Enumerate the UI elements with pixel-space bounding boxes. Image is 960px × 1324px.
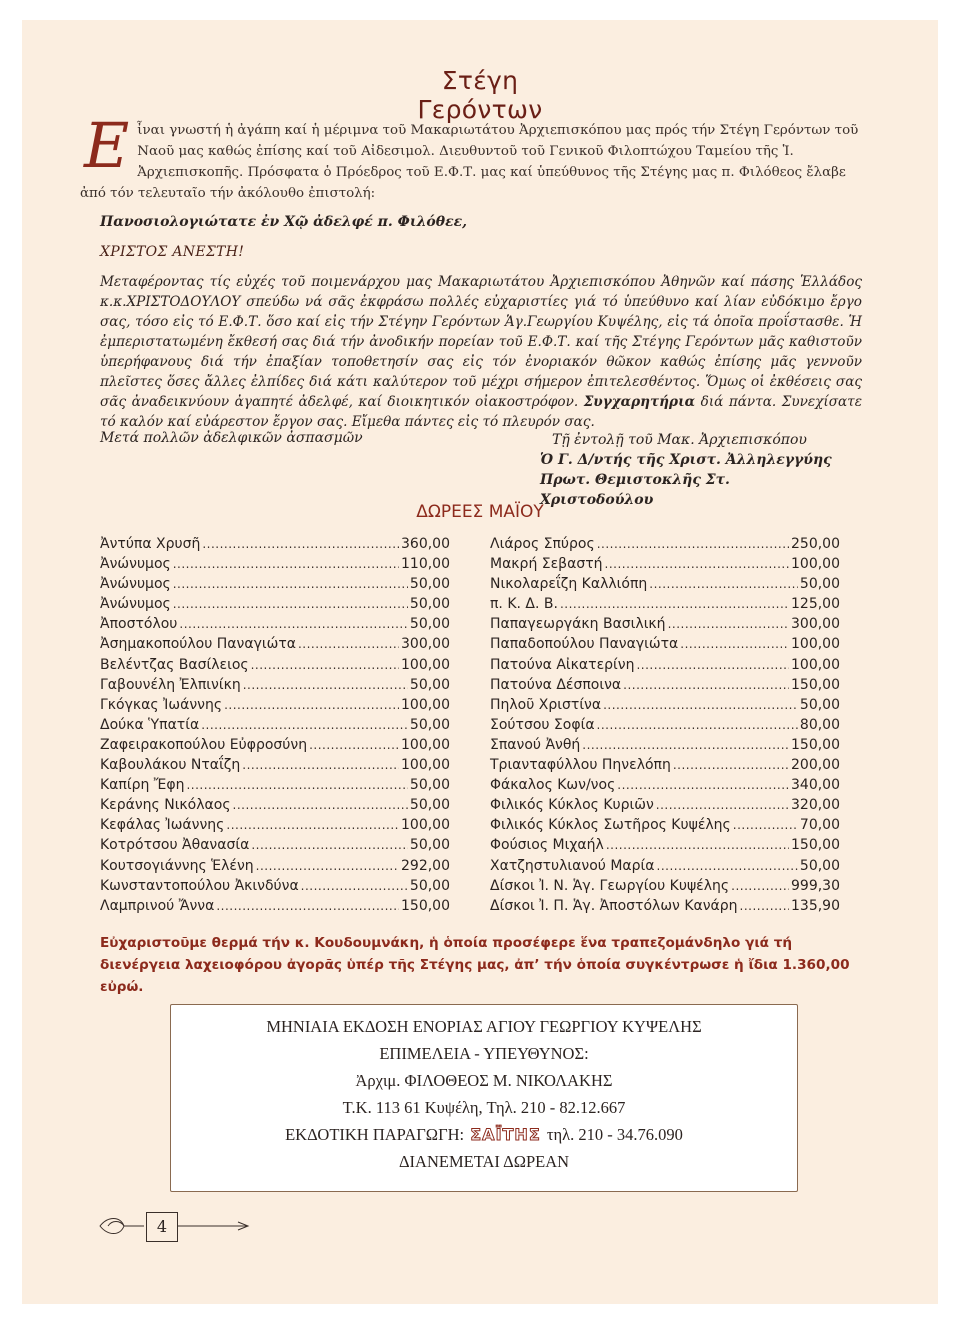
donation-row: [100, 797, 450, 817]
donation-row: [100, 536, 450, 556]
donation-row: [490, 898, 840, 918]
donation-amount: 70,00: [799, 817, 840, 834]
donation-amount: 80,00: [799, 716, 840, 733]
donation-amount: 135,90: [791, 897, 840, 914]
donation-amount: 50,00: [799, 576, 840, 593]
donation-row: [490, 596, 840, 616]
donation-row: [490, 757, 840, 777]
dot-leader: [224, 698, 399, 712]
donor-name: Κουτσογιάννης Ἑλένη: [100, 857, 254, 874]
letter-closing: Μετά πολλῶν ἀδελφικῶν ἀσπασμῶν: [100, 430, 363, 446]
donation-amount: 100,00: [791, 656, 840, 673]
donor-name: Βελέντζας Βασίλειος: [100, 656, 249, 673]
donation-amount: 200,00: [791, 757, 840, 774]
footer-line: ΕΠΙΜΕΛΕΙΑ - ΥΠΕΥΘΥΝΟΣ:: [379, 1044, 589, 1063]
donation-row: [490, 858, 840, 878]
letter-greeting: Πανοσιολογιώτατε ἐν Χῷ ἀδελφέ π. Φιλόθεε,: [100, 214, 467, 230]
donor-name: Γαβουνέλη Ἐλπινίκη: [100, 676, 241, 693]
donor-name: Χατζηστυλιανού Μαρία: [490, 857, 655, 874]
donation-amount: 150,00: [791, 837, 840, 854]
dot-leader: [636, 658, 789, 672]
donation-row: [490, 737, 840, 757]
donation-row: [490, 777, 840, 797]
donor-name: Δίσκοι Ἰ. Ν. Ἁγ. Γεωργίου Κυψέλης: [490, 877, 730, 894]
donation-row: [100, 817, 450, 837]
donor-name: Καβουλάκου Νταΐζη: [100, 757, 241, 774]
dot-leader: [606, 838, 789, 852]
donation-row: [100, 556, 450, 576]
donor-name: Νικολαρεΐζη Καλλιόπη: [490, 576, 648, 593]
drop-cap: Ε: [84, 109, 130, 182]
dot-leader: [309, 738, 399, 752]
donation-row: [100, 858, 450, 878]
letter-signature: [540, 430, 840, 510]
intro-text: ἶναι γνωστή ἡ ἀγάπη καί ἡ μέριμνα τοῦ Μακαριωτάτου Ἀρχιεπισκόπου μας πρός τήν Στέγη Γερόντων τοῦ Ναοῦ μας καθώς ἐπίσης καί τοῦ Αἰδεσιμολ. Διευθυντοῦ τοῦ Γενικοῦ Φιλοπτώχου Ταμείου τῆς Ἱ. Ἀρχιεπισκοπῆς. Πρόσφατα ὁ Πρόεδρος τοῦ Ε.Φ.Τ. μας καί ὑπεύθυνος τῆς Στέγης μας π. Φιλόθεος ἔλαβε ἀπό τόν τελευταῖο τήν ἀκόλουθο ἐπιστολή:: [80, 123, 859, 201]
donation-row: [490, 677, 840, 697]
donation-row: [100, 717, 450, 737]
donation-amount: 50,00: [409, 797, 450, 814]
donor-name: Πατούνα Αἰκατερίνη: [490, 656, 635, 673]
dot-leader: [216, 899, 399, 913]
dot-leader: [251, 658, 399, 672]
dot-leader: [301, 879, 408, 893]
dot-leader: [233, 798, 408, 812]
donation-amount: 999,30: [791, 877, 840, 894]
dot-leader: [226, 818, 399, 832]
letter-body: [100, 272, 862, 432]
donation-amount: 300,00: [791, 616, 840, 633]
donation-amount: 100,00: [401, 696, 450, 713]
footer-line: Ἀρχιμ. ΦΙΛΟΘΕΟΣ Μ. ΝΙΚΟΛΑΚΗΣ: [355, 1071, 613, 1090]
ornament-icon: [98, 1212, 258, 1242]
dot-leader: [173, 557, 399, 571]
donation-amount: 50,00: [409, 596, 450, 613]
dot-leader: [173, 597, 408, 611]
donation-amount: 50,00: [409, 716, 450, 733]
publisher-logo: ΣΑΪΤΗΣ: [470, 1125, 541, 1144]
dot-leader: [179, 617, 408, 631]
donations-left-column: [100, 536, 450, 918]
donation-row: [100, 898, 450, 918]
dot-leader: [673, 758, 789, 772]
donor-name: Παπαγεωργάκη Βασιλική: [490, 616, 666, 633]
footer-line: ΜΗΝΙΑΙΑ ΕΚΔΟΣΗ ΕΝΟΡΙΑΣ ΑΓΙΟΥ ΓΕΩΡΓΙΟΥ ΚΥΨΕΛΗΣ: [266, 1017, 702, 1036]
donor-name: Φούσιος Μιχαήλ: [490, 837, 604, 854]
dot-leader: [668, 617, 789, 631]
donation-row: [100, 697, 450, 717]
intro-paragraph: [80, 109, 860, 204]
publication-info-box: [170, 1004, 798, 1192]
dot-leader: [186, 778, 407, 792]
donor-name: Ἀσημακοπούλου Παναγιώτα: [100, 636, 296, 653]
donation-amount: 292,00: [401, 857, 450, 874]
signature-line: Τῇ ἐντολῇ τοῦ Μακ. Ἀρχιεπισκόπου: [552, 432, 807, 448]
donor-name: Δούκα Ὑπατία: [100, 716, 200, 733]
thanks-note: Εὐχαριστοῦμε θερμά τήν κ. Κουδουμνάκη, ἡ ὁποία προσέφερε ἕνα τραπεζομάνδηλο γιά τή διενέργεια λαχειοφόρου ἀγορᾶς ὑπέρ τῆς Στέγης μας, ἀπ’ τήν ὁποία συγκέντρωσε ἡ ἴδια 1.360,00 εὐρώ.: [100, 935, 850, 995]
donation-row: [100, 737, 450, 757]
letter-text-1: Μεταφέροντας τίς εὐχές τοῦ ποιμενάρχου μας Μακαριωτάτου Ἀρχιεπισκόπου Ἀθηνῶν καί πάσης Ἑλλάδος κ.κ.ΧΡΙΣΤΟΔΟΥΛΟΥ σπεύδω νά σᾶς ἐκφράσω πολλές εὐχαριστίες γιά τό ὑπεύθυνο καί λίαν εὐδόκιμο ἔργο σας, τόσο εἰς τό Ε.Φ.Τ. ὅσο καί εἰς τήν Στέγην Γερόντων Ἁγ.Γεωργίου Κυψέλης, εἰς τά ὁποῖα προΐστασθε. Ἡ ἐμπεριστατωμένη ἔκθεσή σας διά τήν ἀνοδικήν πορείαν τοῦ Ε.Φ.Τ. καί τῆς Στέγης Γερόντων μᾶς καθιστοῦν ὑπερήφανους διά τήν ἐπαξίαν τοποθετησίν σας εἰς τόν ἐνοριακόν θῶκον καθώς ἐπίσης μᾶς γεννοῦν πλεῖστες ὅσες ἄλλες ἐλπίδες διά κάτι καλύτερον τοῦ μέχρι σήμερον ἐπιτελεσθέντος. Ὅμως οἱ ἐκθέσεις σας σᾶς ἀναδεικνύουν ἀγαπητέ ἀδελφέ, καί διοικητικόν οἰακοστρόφον.: [100, 274, 862, 410]
letter-christos: ΧΡΙΣΤΟΣ ΑΝΕΣΤΗ!: [100, 244, 245, 260]
donations-heading: ΔΩΡΕΕΣ ΜΑΪΟΥ: [416, 502, 544, 522]
donation-amount: 150,00: [401, 897, 450, 914]
dot-leader: [656, 798, 789, 812]
donation-row: [100, 576, 450, 596]
donation-amount: 50,00: [799, 857, 840, 874]
donor-name: Κωνσταντοπούλου Ἀκινδύνα: [100, 877, 299, 894]
donation-row: [490, 697, 840, 717]
donation-amount: 50,00: [409, 777, 450, 794]
donation-amount: 320,00: [791, 797, 840, 814]
donation-row: [100, 878, 450, 898]
donor-name: Ἀνώνυμος: [100, 596, 171, 613]
donation-row: [490, 837, 840, 857]
donation-row: [490, 576, 840, 596]
dot-leader: [582, 738, 789, 752]
footer-line: ΔΙΑΝΕΜΕΤΑΙ ΔΩΡΕΑΝ: [398, 1152, 570, 1171]
donor-name: Ἀποστόλου: [100, 616, 178, 633]
dot-leader: [243, 678, 408, 692]
donation-amount: 100,00: [791, 636, 840, 653]
donation-row: [490, 657, 840, 677]
donor-name: Τριανταφύλλου Πηνελόπη: [490, 757, 671, 774]
donation-row: [100, 596, 450, 616]
donation-amount: 50,00: [799, 696, 840, 713]
donor-name: Σπανού Ἀνθή: [490, 736, 581, 753]
dot-leader: [657, 859, 798, 873]
page-title: Στέγη Γερόντων: [417, 66, 543, 124]
letter-bold: Συγχαρητήρια: [583, 394, 696, 410]
letter-text-2: διά πάντα. Συνεχίσατε τό καλόν καί εὐάρεστον ἔργον σας. Εἴμεθα πάντες εἰς τό πλευρόν σας.: [100, 394, 862, 430]
dot-leader: [731, 879, 789, 893]
dot-leader: [173, 577, 408, 591]
donor-name: Φιλικός Κύκλος Κυριῶν: [490, 797, 654, 814]
footer-production-phone: τηλ. 210 - 34.76.090: [546, 1125, 683, 1144]
dot-leader: [597, 718, 798, 732]
donation-amount: 360,00: [401, 536, 450, 552]
donations-right-column: [490, 536, 840, 918]
donation-row: [490, 636, 840, 656]
donor-name: Ζαφειρακοπούλου Εὐφροσύνη: [100, 736, 308, 753]
dot-leader: [560, 597, 789, 611]
dot-leader: [251, 838, 408, 852]
donation-amount: 100,00: [401, 736, 450, 753]
dot-leader: [298, 637, 399, 651]
signature-line: Πρωτ. Θεμιστοκλῆς Στ. Χριστοδούλου: [540, 472, 730, 508]
donor-name: Καπίρη Ἔφη: [100, 777, 185, 794]
donor-name: Δίσκοι Ἰ. Π. Ἁγ. Ἀποστόλων Κανάρη: [490, 897, 738, 914]
donation-row: [490, 717, 840, 737]
donor-name: Φάκαλος Κων/νος: [490, 777, 616, 794]
footer-line: Τ.Κ. 113 61 Κυψέλη, Τηλ. 210 - 82.12.667: [342, 1098, 626, 1117]
donor-name: Πηλοῦ Χριστίνα: [490, 696, 602, 713]
donation-row: [100, 837, 450, 857]
donation-row: [100, 777, 450, 797]
signature-line: Ὁ Γ. Δ/ντής τῆς Χριστ. Ἀλληλεγγύης: [540, 452, 832, 468]
donation-amount: 110,00: [401, 556, 450, 573]
donor-name: Λαμπρινού Ἄννα: [100, 897, 215, 914]
dot-leader: [242, 758, 399, 772]
donor-name: Ἀνώνυμος: [100, 576, 171, 593]
donation-row: [100, 757, 450, 777]
donor-name: Μακρή Σεβαστή: [490, 556, 603, 573]
donation-amount: 50,00: [409, 676, 450, 693]
donation-amount: 150,00: [791, 736, 840, 753]
donor-name: Κοτρότσου Ἀθανασία: [100, 837, 250, 854]
donation-row: [100, 636, 450, 656]
donor-name: Σούτσου Σοφία: [490, 716, 595, 733]
footer-production-label: ΕΚΔΟΤΙΚΗ ΠΑΡΑΓΩΓΗ:: [285, 1125, 465, 1144]
donation-row: [100, 616, 450, 636]
dot-leader: [649, 577, 798, 591]
donation-row: [490, 797, 840, 817]
donation-amount: 50,00: [409, 837, 450, 854]
donor-name: Ἀντύπα Χρυσῆ: [100, 536, 201, 552]
donation-amount: 100,00: [401, 757, 450, 774]
donation-row: [100, 657, 450, 677]
donor-name: π. Κ. Δ. Β.: [490, 596, 558, 613]
donation-amount: 50,00: [409, 877, 450, 894]
donation-amount: 50,00: [409, 576, 450, 593]
donor-name: Πατούνα Δέσποινα: [490, 676, 622, 693]
donation-amount: 100,00: [401, 817, 450, 834]
dot-leader: [202, 537, 399, 551]
donation-amount: 100,00: [791, 556, 840, 573]
dot-leader: [605, 557, 789, 571]
donor-name: Κεφάλας Ἰωάννης: [100, 817, 225, 834]
donor-name: Λιάρος Σπύρος: [490, 536, 595, 552]
dot-leader: [623, 678, 789, 692]
donation-amount: 125,00: [791, 596, 840, 613]
page-number-ornament: [98, 1212, 258, 1242]
donor-name: Φιλικός Κύκλος Σωτῆρος Κυψέλης: [490, 817, 731, 834]
dot-leader: [733, 818, 798, 832]
dot-leader: [617, 778, 789, 792]
donation-row: [100, 677, 450, 697]
donation-amount: 100,00: [401, 656, 450, 673]
donation-row: [490, 817, 840, 837]
donor-name: Γκόγκας Ἰωάννης: [100, 696, 223, 713]
donation-row: [490, 878, 840, 898]
donor-name: Παπαδοπούλου Παναγιώτα: [490, 636, 679, 653]
dot-leader: [680, 637, 789, 651]
dot-leader: [256, 859, 399, 873]
footer-line: [171, 1121, 797, 1148]
donation-amount: 340,00: [791, 777, 840, 794]
donor-name: Ἀνώνυμος: [100, 556, 171, 573]
donation-row: [490, 556, 840, 576]
dot-leader: [597, 537, 789, 551]
donation-amount: 150,00: [791, 676, 840, 693]
dot-leader: [740, 899, 789, 913]
dot-leader: [201, 718, 408, 732]
donation-amount: 250,00: [791, 536, 840, 552]
donor-name: Κεράνης Νικόλαος: [100, 797, 231, 814]
donation-amount: 300,00: [401, 636, 450, 653]
donation-row: [490, 616, 840, 636]
donation-amount: 50,00: [409, 616, 450, 633]
dot-leader: [603, 698, 798, 712]
page-number: 4: [146, 1212, 178, 1242]
donation-row: [490, 536, 840, 556]
